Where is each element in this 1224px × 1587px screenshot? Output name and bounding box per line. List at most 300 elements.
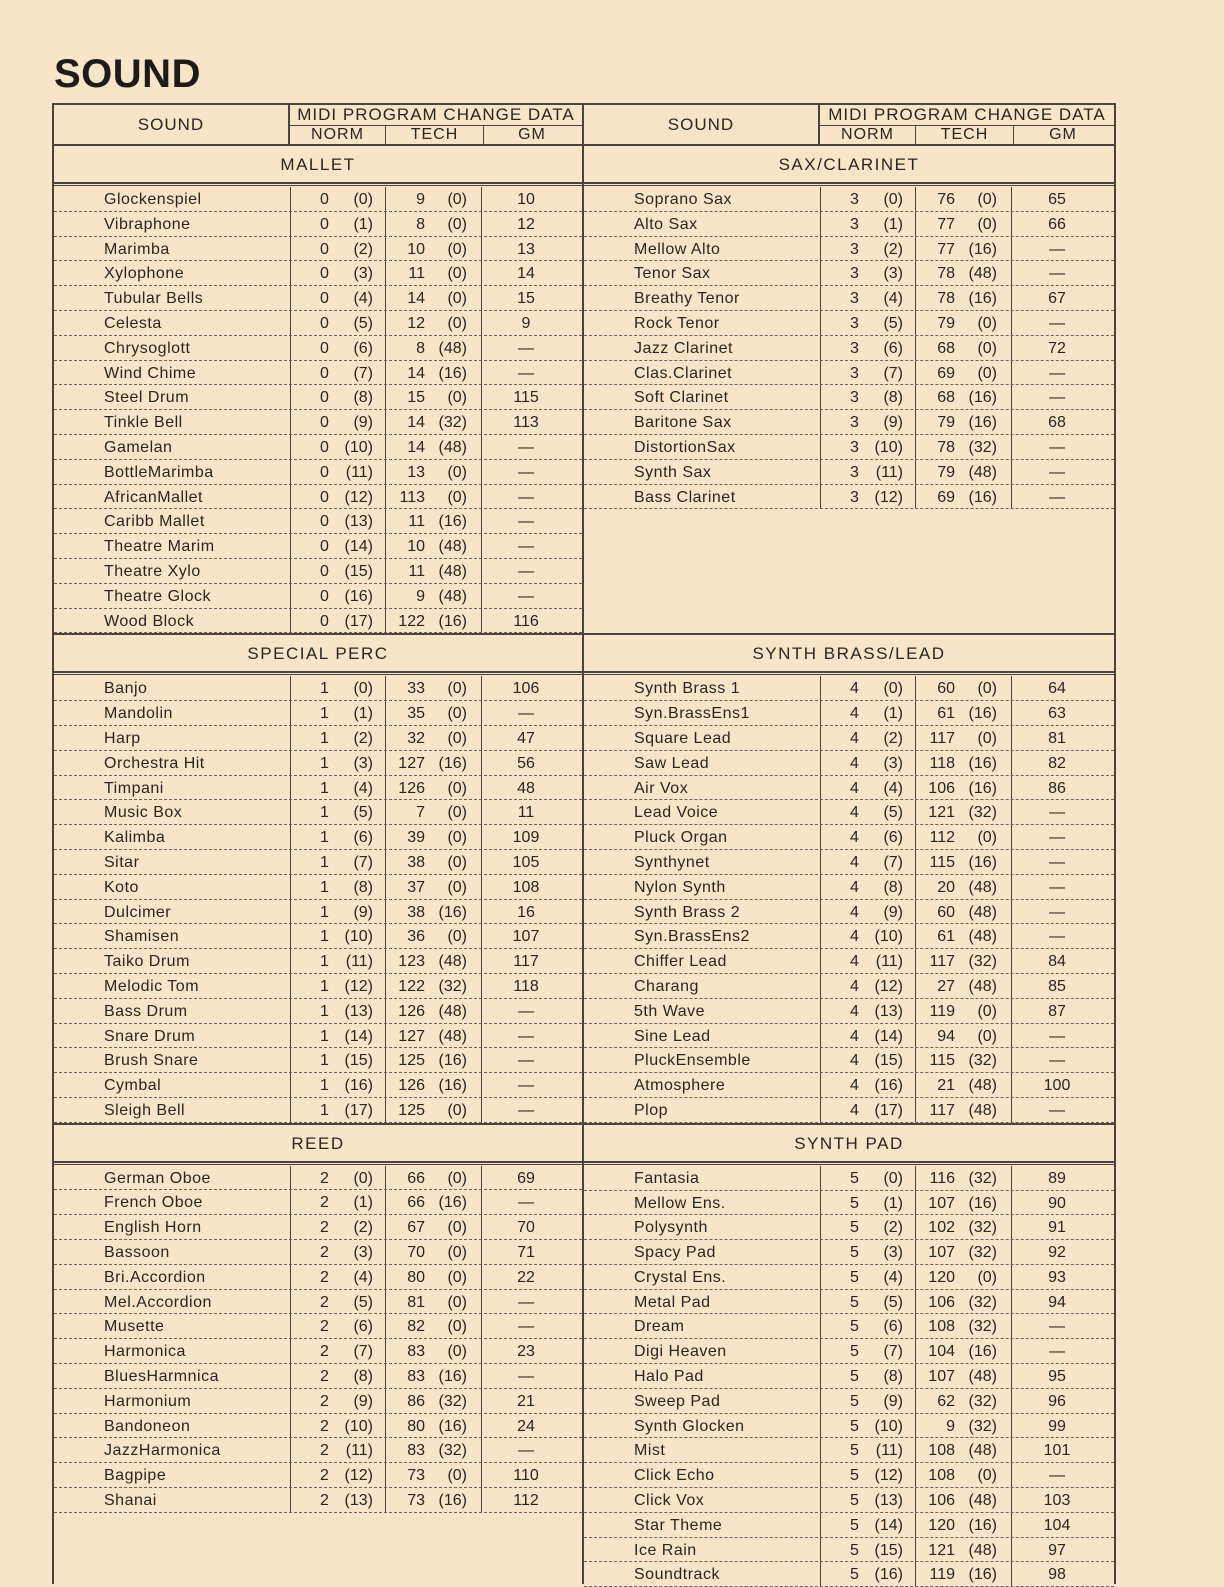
norm-variation: (9) [883, 414, 903, 432]
table-row [584, 751, 1114, 776]
norm-cell [820, 1240, 915, 1264]
tech-value: 8 [416, 215, 425, 233]
tech-value: 8 [416, 339, 425, 357]
sound-name: Musette [104, 1318, 165, 1336]
gm-value: 48 [517, 779, 535, 797]
sound-name: Saw Lead [634, 754, 710, 772]
tech-value: 61 [937, 928, 955, 946]
tech-value: 125 [398, 1101, 425, 1119]
gm-value: 81 [1048, 729, 1066, 747]
norm-variation: (6) [883, 1318, 903, 1336]
tech-cell [915, 1389, 1012, 1413]
norm-variation: (12) [344, 488, 373, 506]
gm-value: 92 [1048, 1244, 1066, 1262]
table-row [54, 187, 582, 212]
tech-cell [915, 924, 1012, 948]
tech-variation: (0) [447, 1467, 467, 1485]
tech-value: 116 [929, 1169, 955, 1187]
norm-variation: (1) [883, 705, 903, 723]
norm-variation: (10) [874, 928, 903, 946]
tech-value: 38 [407, 853, 425, 871]
norm-cell [290, 1265, 385, 1289]
norm-cell [820, 1389, 915, 1413]
norm-value: 4 [850, 729, 859, 747]
tech-variation: (48) [968, 1541, 997, 1559]
tech-variation: (0) [977, 1027, 997, 1045]
tech-cell [385, 850, 482, 874]
sound-name: Wood Block [104, 612, 195, 630]
tech-variation: (0) [977, 680, 997, 698]
gm-value: 101 [1043, 1442, 1071, 1460]
sound-name: Pluck Organ [634, 829, 728, 847]
norm-value: 2 [320, 1318, 329, 1336]
sound-name: JazzHarmonica [104, 1442, 221, 1460]
table-row [54, 1166, 582, 1191]
tech-value: 122 [398, 612, 425, 630]
gm-value: — [1049, 928, 1065, 946]
tech-value: 7 [416, 804, 425, 822]
table-row [54, 1048, 582, 1073]
table-row [584, 187, 1114, 212]
tech-variation: (16) [438, 1492, 467, 1510]
tech-variation: (16) [438, 1077, 467, 1095]
sound-name: Mel.Accordion [104, 1293, 212, 1311]
tech-variation: (48) [968, 928, 997, 946]
tech-value: 78 [937, 290, 955, 308]
norm-cell [290, 261, 385, 285]
tech-cell [915, 701, 1012, 725]
norm-value: 0 [320, 215, 329, 233]
norm-variation: (12) [874, 488, 903, 506]
norm-value: 5 [850, 1219, 859, 1237]
tech-value: 117 [929, 729, 955, 747]
norm-variation: (4) [883, 779, 903, 797]
sound-name: Synth Glocken [634, 1417, 745, 1435]
table-row [54, 751, 582, 776]
table-row [54, 924, 582, 949]
norm-variation: (13) [874, 1492, 903, 1510]
norm-value: 3 [850, 265, 859, 283]
norm-cell [820, 237, 915, 261]
norm-variation: (11) [875, 463, 903, 481]
gm-value: 69 [517, 1169, 535, 1187]
tech-cell [915, 311, 1012, 335]
norm-cell [820, 924, 915, 948]
tech-variation: (48) [968, 878, 997, 896]
table-row [54, 361, 582, 386]
norm-variation: (4) [883, 290, 903, 308]
norm-cell [290, 237, 385, 261]
tech-variation: (32) [968, 1169, 997, 1187]
sound-name: Bandoneon [104, 1417, 191, 1435]
tech-value: 10 [407, 240, 425, 258]
table-row [54, 460, 582, 485]
norm-variation: (1) [353, 1194, 373, 1212]
norm-cell [820, 1364, 915, 1388]
sound-name: Shanai [104, 1492, 157, 1510]
norm-cell [820, 1438, 915, 1462]
tech-variation: (0) [447, 1318, 467, 1336]
norm-value: 0 [320, 265, 329, 283]
tech-variation: (48) [968, 903, 997, 921]
norm-variation: (6) [353, 1318, 373, 1336]
tech-cell [385, 1488, 482, 1512]
table-row [584, 1265, 1114, 1290]
tech-value: 9 [416, 587, 425, 605]
tech-variation: (48) [968, 1368, 997, 1386]
tech-value: 123 [398, 953, 425, 971]
tech-variation: (16) [438, 1194, 467, 1212]
sound-name: BottleMarimba [104, 463, 214, 481]
norm-cell [290, 1339, 385, 1363]
norm-value: 2 [320, 1268, 329, 1286]
tech-variation: (48) [438, 1027, 467, 1045]
gm-value: 14 [517, 265, 535, 283]
gm-value: 22 [517, 1268, 535, 1286]
gm-value: 10 [517, 191, 535, 208]
tech-value: 13 [407, 463, 425, 481]
tech-value: 106 [928, 1492, 955, 1510]
tech-variation: (32) [968, 953, 997, 971]
tech-variation: (0) [447, 928, 467, 946]
gm-value: — [518, 488, 534, 506]
sound-name: Bri.Accordion [104, 1268, 206, 1286]
norm-value: 3 [850, 191, 859, 208]
tech-variation: (16) [968, 389, 997, 407]
norm-variation: (4) [883, 1268, 903, 1286]
sound-name: Crystal Ens. [634, 1268, 727, 1286]
tech-value: 79 [937, 414, 955, 432]
norm-value: 2 [320, 1417, 329, 1435]
tech-variation: (0) [447, 265, 467, 283]
norm-variation: (11) [875, 953, 903, 971]
sound-name: Bassoon [104, 1244, 170, 1262]
tech-cell [915, 800, 1012, 824]
tech-variation: (32) [968, 1293, 997, 1311]
tech-cell [915, 1215, 1012, 1239]
tech-value: 77 [937, 240, 955, 258]
sound-name: Sleigh Bell [104, 1101, 186, 1119]
tech-cell [915, 751, 1012, 775]
norm-variation: (6) [353, 829, 373, 847]
norm-cell [290, 924, 385, 948]
norm-value: 4 [850, 754, 859, 772]
tech-variation: (0) [977, 215, 997, 233]
norm-variation: (11) [875, 1442, 903, 1460]
table-row [54, 974, 582, 999]
norm-variation: (16) [874, 1077, 903, 1095]
sound-name: Timpani [104, 779, 164, 797]
norm-cell [290, 1314, 385, 1338]
tech-cell [385, 385, 482, 409]
sound-name: Bagpipe [104, 1467, 167, 1485]
norm-value: 1 [320, 729, 329, 747]
sound-name: Sweep Pad [634, 1392, 721, 1410]
tech-variation: (0) [447, 1268, 467, 1286]
sound-name: Atmosphere [634, 1077, 726, 1095]
norm-cell [820, 1339, 915, 1363]
sound-name: German Oboe [104, 1169, 211, 1187]
norm-value: 1 [320, 829, 329, 847]
norm-value: 1 [320, 705, 329, 723]
norm-value: 1 [320, 853, 329, 871]
sound-name: Polysynth [634, 1219, 708, 1237]
norm-value: 2 [320, 1169, 329, 1187]
tech-cell [385, 1438, 482, 1462]
norm-value: 5 [850, 1268, 859, 1286]
tech-variation: (0) [447, 878, 467, 896]
tech-variation: (0) [447, 705, 467, 723]
norm-value: 5 [850, 1293, 859, 1311]
sound-name: Jazz Clarinet [634, 339, 733, 357]
tech-cell [915, 1488, 1012, 1512]
header-norm: NORM [841, 126, 894, 143]
norm-variation: (12) [344, 977, 373, 995]
norm-value: 2 [320, 1343, 329, 1361]
tech-variation: (0) [447, 1293, 467, 1311]
table-row [54, 534, 582, 559]
tech-cell [385, 676, 482, 700]
norm-value: 0 [320, 191, 329, 208]
gm-value: — [518, 1052, 534, 1070]
sound-name: English Horn [104, 1219, 202, 1237]
norm-value: 0 [320, 389, 329, 407]
sound-name: Synth Brass 2 [634, 903, 741, 921]
norm-cell [290, 559, 385, 583]
sound-name: Nylon Synth [634, 878, 726, 896]
tech-cell [385, 1073, 482, 1097]
gm-value: 99 [1048, 1417, 1066, 1435]
tech-variation: (16) [968, 754, 997, 772]
tech-value: 62 [937, 1392, 955, 1410]
tech-value: 86 [407, 1392, 425, 1410]
section-title: REED [54, 1125, 582, 1163]
norm-cell [290, 1073, 385, 1097]
norm-variation: (6) [353, 339, 373, 357]
norm-value: 1 [320, 903, 329, 921]
table-row [54, 1314, 582, 1339]
norm-value: 5 [850, 1541, 859, 1559]
tech-cell [385, 1339, 482, 1363]
norm-value: 0 [320, 562, 329, 580]
norm-cell [820, 435, 915, 459]
norm-variation: (16) [344, 587, 373, 605]
tech-value: 32 [407, 729, 425, 747]
table-row [584, 1364, 1114, 1389]
norm-variation: (16) [874, 1566, 903, 1584]
table-row [584, 410, 1114, 435]
norm-cell [290, 1215, 385, 1239]
tech-value: 119 [929, 1002, 955, 1020]
column-header [54, 105, 582, 146]
table-row [584, 776, 1114, 801]
sound-name: Snare Drum [104, 1027, 196, 1045]
tech-cell [385, 1314, 482, 1338]
table-row [584, 825, 1114, 850]
table-row [54, 1463, 582, 1488]
table-row [54, 1215, 582, 1240]
tech-cell [385, 460, 482, 484]
norm-variation: (12) [344, 1467, 373, 1485]
norm-value: 2 [320, 1442, 329, 1460]
table-row [584, 1339, 1114, 1364]
gm-value: 87 [1048, 1002, 1066, 1020]
header-sound: SOUND [584, 105, 820, 144]
sound-name: Syn.BrassEns2 [634, 928, 750, 946]
gm-value: — [1049, 389, 1065, 407]
tech-variation: (16) [968, 1566, 997, 1584]
gm-value: 11 [517, 804, 535, 822]
norm-cell [290, 584, 385, 608]
tech-value: 68 [937, 339, 955, 357]
norm-variation: (8) [883, 878, 903, 896]
tech-variation: (16) [438, 903, 467, 921]
norm-value: 1 [320, 1101, 329, 1119]
sound-name: Soundtrack [634, 1566, 720, 1584]
tech-cell [915, 1339, 1012, 1363]
norm-value: 4 [850, 1101, 859, 1119]
sound-name: Charang [634, 977, 699, 995]
table-row [54, 1024, 582, 1049]
sound-name: Harmonica [104, 1343, 186, 1361]
norm-value: 4 [850, 977, 859, 995]
tech-variation: (32) [968, 1219, 997, 1237]
section-title: SYNTH PAD [584, 1125, 1114, 1163]
header-norm: NORM [311, 126, 364, 143]
norm-value: 1 [320, 878, 329, 896]
tech-variation: (16) [438, 612, 467, 630]
norm-value: 5 [850, 1169, 859, 1187]
norm-variation: (10) [344, 438, 373, 456]
gm-value: — [1049, 1101, 1065, 1119]
tech-cell [915, 237, 1012, 261]
norm-variation: (1) [353, 215, 373, 233]
sound-name: Music Box [104, 804, 183, 822]
gm-value: 91 [1048, 1219, 1066, 1237]
norm-value: 5 [850, 1392, 859, 1410]
sound-name: Theatre Xylo [104, 562, 201, 580]
norm-value: 1 [320, 928, 329, 946]
norm-cell [290, 1488, 385, 1512]
norm-variation: (0) [883, 680, 903, 698]
gm-value: — [518, 538, 534, 556]
table-row [54, 286, 582, 311]
sound-name: Plop [634, 1101, 669, 1119]
tech-value: 108 [928, 1318, 955, 1336]
table-row [584, 900, 1114, 925]
gm-value: — [1049, 1027, 1065, 1045]
tech-value: 77 [937, 215, 955, 233]
norm-value: 2 [320, 1293, 329, 1311]
norm-variation: (3) [353, 754, 373, 772]
tech-value: 80 [407, 1417, 425, 1435]
norm-variation: (5) [883, 804, 903, 822]
norm-cell [290, 776, 385, 800]
tech-variation: (48) [968, 463, 997, 481]
sound-name: Caribb Mallet [104, 513, 205, 531]
tech-cell [915, 1562, 1012, 1586]
norm-cell [820, 1265, 915, 1289]
tech-cell [385, 212, 482, 236]
tech-variation: (48) [438, 339, 467, 357]
table-row [54, 825, 582, 850]
gm-value: 89 [1048, 1169, 1066, 1187]
tech-cell [915, 1364, 1012, 1388]
tech-cell [385, 924, 482, 948]
tech-cell [915, 410, 1012, 434]
tech-cell [385, 1098, 482, 1122]
gm-value: 86 [1048, 779, 1066, 797]
norm-variation: (3) [353, 1244, 373, 1262]
tech-variation: (16) [438, 1368, 467, 1386]
table-row [584, 1463, 1114, 1488]
table-row [584, 676, 1114, 701]
tech-variation: (48) [438, 538, 467, 556]
table-row [54, 336, 582, 361]
tech-cell [915, 435, 1012, 459]
table-row [584, 1389, 1114, 1414]
norm-variation: (2) [353, 1219, 373, 1237]
section-title: SAX/CLARINET [584, 146, 1114, 184]
norm-cell [290, 460, 385, 484]
sound-name: Synthynet [634, 853, 710, 871]
tech-value: 15 [407, 389, 425, 407]
section-rows [584, 676, 1114, 1122]
norm-cell [290, 286, 385, 310]
gm-value: 82 [1048, 754, 1066, 772]
tech-cell [385, 509, 482, 533]
tech-value: 78 [937, 438, 955, 456]
table-row [584, 1048, 1114, 1073]
tech-cell [385, 261, 482, 285]
norm-value: 5 [850, 1467, 859, 1485]
tech-variation: (16) [968, 853, 997, 871]
norm-cell [820, 999, 915, 1023]
sound-name: Baritone Sax [634, 414, 732, 432]
tech-variation: (32) [968, 1417, 997, 1435]
table-row [584, 850, 1114, 875]
table-row [584, 385, 1114, 410]
table-row [54, 900, 582, 925]
norm-value: 1 [320, 779, 329, 797]
norm-cell [290, 1290, 385, 1314]
gm-value: — [1049, 1052, 1065, 1070]
section-rows [584, 187, 1114, 509]
gm-value: — [1049, 804, 1065, 822]
table-row [54, 1414, 582, 1439]
norm-variation: (14) [344, 538, 373, 556]
norm-variation: (1) [883, 215, 903, 233]
sound-name: Breathy Tenor [634, 290, 740, 308]
norm-cell [290, 1364, 385, 1388]
table-row [54, 1488, 582, 1513]
left-sections [54, 146, 582, 1513]
gm-value: 118 [513, 977, 539, 995]
table-row [584, 1414, 1114, 1439]
norm-variation: (11) [345, 1442, 373, 1460]
tech-value: 78 [937, 265, 955, 283]
norm-value: 0 [320, 240, 329, 258]
norm-value: 5 [850, 1492, 859, 1510]
tech-value: 83 [407, 1343, 425, 1361]
sound-name: Marimba [104, 240, 170, 258]
sound-name: Harmonium [104, 1392, 192, 1410]
tech-variation: (16) [968, 1194, 997, 1212]
norm-cell [290, 949, 385, 973]
sound-name: Synth Brass 1 [634, 680, 741, 698]
tech-value: 60 [937, 680, 955, 698]
norm-cell [820, 701, 915, 725]
